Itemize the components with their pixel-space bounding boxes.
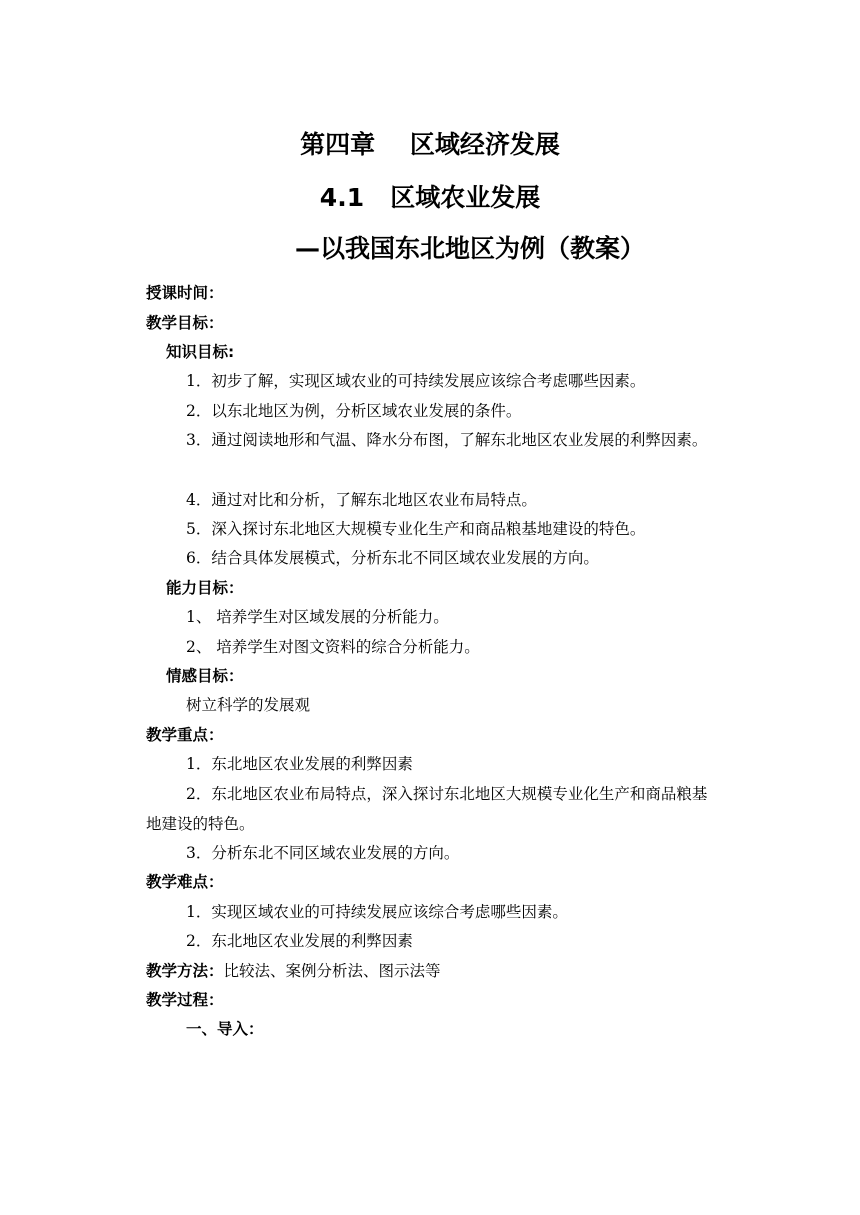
class-time-label: 授课时间： [146,284,224,302]
methods-value: 比较法、案例分析法、图示法等 [223,962,441,980]
knowledge-item: 1．初步了解，实现区域农业的可持续发展应该综合考虑哪些因素。 [186,372,646,390]
section-subtitle: —以我国东北地区为例（教案） [294,234,645,263]
methods-line [146,961,441,981]
objectives-heading: 教学目标： [146,314,224,332]
methods-label: 教学方法： [146,962,224,980]
key-point-item: 2．东北地区农业布局特点，深入探讨东北地区大规模专业化生产和商品粮基地建设的特色。 [146,785,708,833]
emotion-objectives-heading: 情感目标： [166,667,244,685]
knowledge-item: 3．通过阅读地形和气温、降水分布图，了解东北地区农业发展的利弊因素。 [186,431,708,449]
knowledge-item: 6．结合具体发展模式，分析东北不同区域农业发展的方向。 [186,549,599,567]
emotion-item: 树立科学的发展观 [186,696,311,714]
difficult-point-item: 2．东北地区农业发展的利弊因素 [186,932,413,950]
section-title: 4.1 区域农业发展 [319,183,541,212]
process-step-intro: 一、导入： [186,1020,264,1038]
knowledge-objectives-heading: 知识目标: [166,343,235,361]
knowledge-item: 5．深入探讨东北地区大规模专业化生产和商品粮基地建设的特色。 [186,520,646,538]
key-point-item: 1．东北地区农业发展的利弊因素 [186,755,413,773]
ability-objectives-heading: 能力目标： [166,579,244,597]
ability-item: 2、 培养学生对图文资料的综合分析能力。 [186,638,480,656]
knowledge-item: 4．通过对比和分析，了解东北地区农业布局特点。 [186,491,537,509]
difficult-points-heading: 教学难点： [146,873,224,891]
ability-item: 1、 培养学生对区域发展的分析能力。 [186,608,449,626]
chapter-title: 第四章 区域经济发展 [300,130,560,159]
difficult-point-item: 1．实现区域农业的可持续发展应该综合考虑哪些因素。 [186,903,568,921]
process-heading: 教学过程： [146,991,224,1009]
key-point-item: 3．分析东北不同区域农业发展的方向。 [186,844,460,862]
key-points-heading: 教学重点： [146,726,224,744]
knowledge-item: 2．以东北地区为例，分析区域农业发展的条件。 [186,402,522,420]
